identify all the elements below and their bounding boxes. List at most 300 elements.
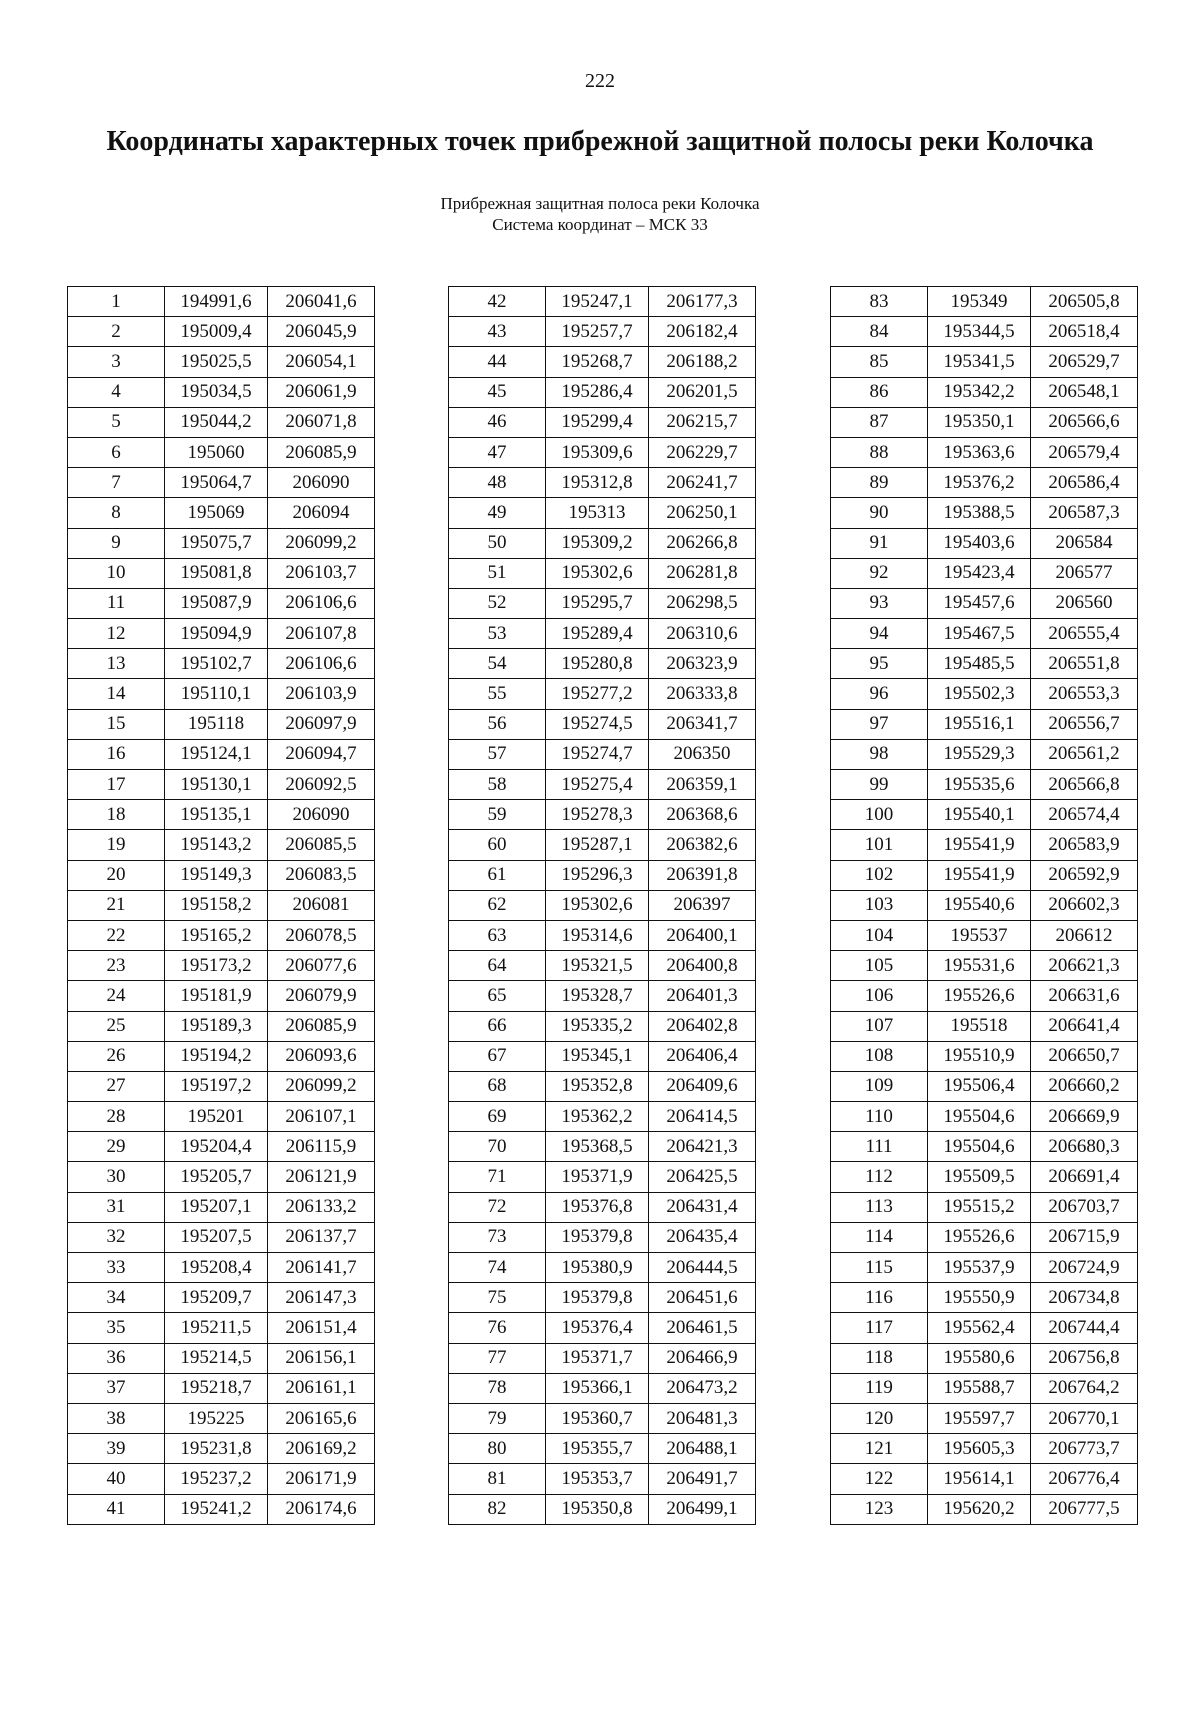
y-coordinate-cell: 206660,2 bbox=[1031, 1071, 1138, 1101]
point-number-cell: 57 bbox=[449, 739, 546, 769]
y-coordinate-cell: 206551,8 bbox=[1031, 649, 1138, 679]
table-row bbox=[831, 1253, 1138, 1283]
point-number-cell: 100 bbox=[831, 800, 928, 830]
point-number-cell: 28 bbox=[68, 1102, 165, 1132]
y-coordinate-cell: 206054,1 bbox=[268, 347, 375, 377]
table-row bbox=[68, 468, 375, 498]
point-number-cell: 71 bbox=[449, 1162, 546, 1192]
x-coordinate-cell: 195349 bbox=[928, 287, 1031, 317]
table-row bbox=[831, 830, 1138, 860]
x-coordinate-cell: 195423,4 bbox=[928, 558, 1031, 588]
y-coordinate-cell: 206090 bbox=[268, 468, 375, 498]
y-coordinate-cell: 206414,5 bbox=[649, 1102, 756, 1132]
x-coordinate-cell: 195535,6 bbox=[928, 770, 1031, 800]
y-coordinate-cell: 206085,9 bbox=[268, 437, 375, 467]
table-row bbox=[449, 1343, 756, 1373]
point-number-cell: 101 bbox=[831, 830, 928, 860]
point-number-cell: 74 bbox=[449, 1253, 546, 1283]
x-coordinate-cell: 195231,8 bbox=[165, 1434, 268, 1464]
point-number-cell: 17 bbox=[68, 770, 165, 800]
point-number-cell: 91 bbox=[831, 528, 928, 558]
y-coordinate-cell: 206435,4 bbox=[649, 1222, 756, 1252]
point-number-cell: 46 bbox=[449, 407, 546, 437]
x-coordinate-cell: 195075,7 bbox=[165, 528, 268, 558]
x-coordinate-cell: 195044,2 bbox=[165, 407, 268, 437]
x-coordinate-cell: 195376,8 bbox=[546, 1192, 649, 1222]
y-coordinate-cell: 206548,1 bbox=[1031, 377, 1138, 407]
table-row bbox=[68, 920, 375, 950]
y-coordinate-cell: 206078,5 bbox=[268, 920, 375, 950]
x-coordinate-cell: 195541,9 bbox=[928, 830, 1031, 860]
table-row bbox=[68, 860, 375, 890]
point-number-cell: 79 bbox=[449, 1403, 546, 1433]
x-coordinate-cell: 195313 bbox=[546, 498, 649, 528]
point-number-cell: 69 bbox=[449, 1102, 546, 1132]
x-coordinate-cell: 195314,6 bbox=[546, 920, 649, 950]
table-row bbox=[68, 1132, 375, 1162]
point-number-cell: 105 bbox=[831, 951, 928, 981]
table-row bbox=[449, 437, 756, 467]
y-coordinate-cell: 206444,5 bbox=[649, 1253, 756, 1283]
table-row bbox=[68, 528, 375, 558]
point-number-cell: 72 bbox=[449, 1192, 546, 1222]
point-number-cell: 109 bbox=[831, 1071, 928, 1101]
y-coordinate-cell: 206505,8 bbox=[1031, 287, 1138, 317]
point-number-cell: 99 bbox=[831, 770, 928, 800]
table-row bbox=[831, 1102, 1138, 1132]
point-number-cell: 114 bbox=[831, 1222, 928, 1252]
y-coordinate-cell: 206323,9 bbox=[649, 649, 756, 679]
y-coordinate-cell: 206045,9 bbox=[268, 317, 375, 347]
x-coordinate-cell: 195274,7 bbox=[546, 739, 649, 769]
table-row bbox=[831, 287, 1138, 317]
x-coordinate-cell: 195025,5 bbox=[165, 347, 268, 377]
x-coordinate-cell: 195537,9 bbox=[928, 1253, 1031, 1283]
point-number-cell: 84 bbox=[831, 317, 928, 347]
y-coordinate-cell: 206156,1 bbox=[268, 1343, 375, 1373]
x-coordinate-cell: 195204,4 bbox=[165, 1132, 268, 1162]
y-coordinate-cell: 206770,1 bbox=[1031, 1403, 1138, 1433]
point-number-cell: 118 bbox=[831, 1343, 928, 1373]
point-number-cell: 86 bbox=[831, 377, 928, 407]
table-row bbox=[68, 1162, 375, 1192]
y-coordinate-cell: 206266,8 bbox=[649, 528, 756, 558]
y-coordinate-cell: 206165,6 bbox=[268, 1403, 375, 1433]
y-coordinate-cell: 206079,9 bbox=[268, 981, 375, 1011]
y-coordinate-cell: 206310,6 bbox=[649, 619, 756, 649]
point-number-cell: 61 bbox=[449, 860, 546, 890]
table-row bbox=[449, 709, 756, 739]
table-row bbox=[449, 498, 756, 528]
y-coordinate-cell: 206250,1 bbox=[649, 498, 756, 528]
x-coordinate-cell: 195379,8 bbox=[546, 1283, 649, 1313]
x-coordinate-cell: 195515,2 bbox=[928, 1192, 1031, 1222]
y-coordinate-cell: 206776,4 bbox=[1031, 1464, 1138, 1494]
y-coordinate-cell: 206333,8 bbox=[649, 679, 756, 709]
table-row bbox=[68, 1102, 375, 1132]
y-coordinate-cell: 206555,4 bbox=[1031, 619, 1138, 649]
point-number-cell: 106 bbox=[831, 981, 928, 1011]
point-number-cell: 81 bbox=[449, 1464, 546, 1494]
y-coordinate-cell: 206488,1 bbox=[649, 1434, 756, 1464]
x-coordinate-cell: 195149,3 bbox=[165, 860, 268, 890]
point-number-cell: 96 bbox=[831, 679, 928, 709]
table-row bbox=[449, 800, 756, 830]
coordinates-table-3 bbox=[830, 286, 1138, 1525]
point-number-cell: 66 bbox=[449, 1011, 546, 1041]
table-row bbox=[68, 709, 375, 739]
y-coordinate-cell: 206382,6 bbox=[649, 830, 756, 860]
y-coordinate-cell: 206577 bbox=[1031, 558, 1138, 588]
table-row bbox=[449, 1011, 756, 1041]
y-coordinate-cell: 206115,9 bbox=[268, 1132, 375, 1162]
table-row bbox=[68, 317, 375, 347]
point-number-cell: 87 bbox=[831, 407, 928, 437]
table-row bbox=[831, 679, 1138, 709]
y-coordinate-cell: 206592,9 bbox=[1031, 860, 1138, 890]
x-coordinate-cell: 195277,2 bbox=[546, 679, 649, 709]
x-coordinate-cell: 195457,6 bbox=[928, 588, 1031, 618]
table-row bbox=[449, 830, 756, 860]
y-coordinate-cell: 206097,9 bbox=[268, 709, 375, 739]
point-number-cell: 92 bbox=[831, 558, 928, 588]
x-coordinate-cell: 195518 bbox=[928, 1011, 1031, 1041]
point-number-cell: 9 bbox=[68, 528, 165, 558]
point-number-cell: 30 bbox=[68, 1162, 165, 1192]
x-coordinate-cell: 195296,3 bbox=[546, 860, 649, 890]
table-row bbox=[68, 1373, 375, 1403]
x-coordinate-cell: 195287,1 bbox=[546, 830, 649, 860]
table-row bbox=[831, 1373, 1138, 1403]
y-coordinate-cell: 206106,6 bbox=[268, 649, 375, 679]
point-number-cell: 41 bbox=[68, 1494, 165, 1524]
table-row bbox=[831, 770, 1138, 800]
y-coordinate-cell: 206621,3 bbox=[1031, 951, 1138, 981]
x-coordinate-cell: 195510,9 bbox=[928, 1041, 1031, 1071]
point-number-cell: 70 bbox=[449, 1132, 546, 1162]
x-coordinate-cell: 195299,4 bbox=[546, 407, 649, 437]
x-coordinate-cell: 195614,1 bbox=[928, 1464, 1031, 1494]
x-coordinate-cell: 195403,6 bbox=[928, 528, 1031, 558]
point-number-cell: 5 bbox=[68, 407, 165, 437]
y-coordinate-cell: 206561,2 bbox=[1031, 739, 1138, 769]
x-coordinate-cell: 195342,2 bbox=[928, 377, 1031, 407]
x-coordinate-cell: 195380,9 bbox=[546, 1253, 649, 1283]
table-row bbox=[68, 890, 375, 920]
x-coordinate-cell: 195526,6 bbox=[928, 1222, 1031, 1252]
table-row bbox=[831, 709, 1138, 739]
table-row bbox=[68, 739, 375, 769]
point-number-cell: 4 bbox=[68, 377, 165, 407]
y-coordinate-cell: 206724,9 bbox=[1031, 1253, 1138, 1283]
x-coordinate-cell: 195350,8 bbox=[546, 1494, 649, 1524]
point-number-cell: 14 bbox=[68, 679, 165, 709]
x-coordinate-cell: 195194,2 bbox=[165, 1041, 268, 1071]
x-coordinate-cell: 195197,2 bbox=[165, 1071, 268, 1101]
y-coordinate-cell: 206397 bbox=[649, 890, 756, 920]
point-number-cell: 102 bbox=[831, 860, 928, 890]
table-row bbox=[449, 528, 756, 558]
table-row bbox=[831, 377, 1138, 407]
point-number-cell: 59 bbox=[449, 800, 546, 830]
x-coordinate-cell: 195165,2 bbox=[165, 920, 268, 950]
table-row bbox=[831, 317, 1138, 347]
x-coordinate-cell: 195247,1 bbox=[546, 287, 649, 317]
point-number-cell: 22 bbox=[68, 920, 165, 950]
x-coordinate-cell: 195368,5 bbox=[546, 1132, 649, 1162]
table-row bbox=[449, 1494, 756, 1524]
table-row bbox=[449, 951, 756, 981]
y-coordinate-cell: 206451,6 bbox=[649, 1283, 756, 1313]
point-number-cell: 120 bbox=[831, 1403, 928, 1433]
point-number-cell: 52 bbox=[449, 588, 546, 618]
table-row bbox=[68, 437, 375, 467]
y-coordinate-cell: 206691,4 bbox=[1031, 1162, 1138, 1192]
point-number-cell: 94 bbox=[831, 619, 928, 649]
x-coordinate-cell: 195207,1 bbox=[165, 1192, 268, 1222]
point-number-cell: 21 bbox=[68, 890, 165, 920]
y-coordinate-cell: 206094,7 bbox=[268, 739, 375, 769]
x-coordinate-cell: 195344,5 bbox=[928, 317, 1031, 347]
point-number-cell: 53 bbox=[449, 619, 546, 649]
point-number-cell: 83 bbox=[831, 287, 928, 317]
table-row bbox=[831, 1011, 1138, 1041]
x-coordinate-cell: 195506,4 bbox=[928, 1071, 1031, 1101]
x-coordinate-cell: 195376,4 bbox=[546, 1313, 649, 1343]
point-number-cell: 2 bbox=[68, 317, 165, 347]
y-coordinate-cell: 206099,2 bbox=[268, 528, 375, 558]
point-number-cell: 39 bbox=[68, 1434, 165, 1464]
y-coordinate-cell: 206744,4 bbox=[1031, 1313, 1138, 1343]
point-number-cell: 40 bbox=[68, 1464, 165, 1494]
table-row bbox=[831, 649, 1138, 679]
point-number-cell: 6 bbox=[68, 437, 165, 467]
x-coordinate-cell: 195069 bbox=[165, 498, 268, 528]
x-coordinate-cell: 195540,6 bbox=[928, 890, 1031, 920]
y-coordinate-cell: 206106,6 bbox=[268, 588, 375, 618]
x-coordinate-cell: 195588,7 bbox=[928, 1373, 1031, 1403]
point-number-cell: 11 bbox=[68, 588, 165, 618]
point-number-cell: 15 bbox=[68, 709, 165, 739]
x-coordinate-cell: 195531,6 bbox=[928, 951, 1031, 981]
y-coordinate-cell: 206529,7 bbox=[1031, 347, 1138, 377]
y-coordinate-cell: 206734,8 bbox=[1031, 1283, 1138, 1313]
table-row bbox=[831, 1434, 1138, 1464]
y-coordinate-cell: 206359,1 bbox=[649, 770, 756, 800]
y-coordinate-cell: 206090 bbox=[268, 800, 375, 830]
point-number-cell: 123 bbox=[831, 1494, 928, 1524]
table-row bbox=[449, 317, 756, 347]
y-coordinate-cell: 206081 bbox=[268, 890, 375, 920]
y-coordinate-cell: 206161,1 bbox=[268, 1373, 375, 1403]
y-coordinate-cell: 206085,9 bbox=[268, 1011, 375, 1041]
y-coordinate-cell: 206641,4 bbox=[1031, 1011, 1138, 1041]
point-number-cell: 78 bbox=[449, 1373, 546, 1403]
table-row bbox=[449, 1162, 756, 1192]
table-row bbox=[831, 739, 1138, 769]
y-coordinate-cell: 206103,7 bbox=[268, 558, 375, 588]
x-coordinate-cell: 195376,2 bbox=[928, 468, 1031, 498]
x-coordinate-cell: 195218,7 bbox=[165, 1373, 268, 1403]
table-row bbox=[831, 981, 1138, 1011]
table-row bbox=[831, 498, 1138, 528]
y-coordinate-cell: 206518,4 bbox=[1031, 317, 1138, 347]
table-row bbox=[68, 951, 375, 981]
x-coordinate-cell: 195540,1 bbox=[928, 800, 1031, 830]
y-coordinate-cell: 206177,3 bbox=[649, 287, 756, 317]
table-row bbox=[68, 1192, 375, 1222]
table-row bbox=[449, 1403, 756, 1433]
y-coordinate-cell: 206133,2 bbox=[268, 1192, 375, 1222]
y-coordinate-cell: 206566,6 bbox=[1031, 407, 1138, 437]
x-coordinate-cell: 195060 bbox=[165, 437, 268, 467]
y-coordinate-cell: 206085,5 bbox=[268, 830, 375, 860]
table-row bbox=[449, 407, 756, 437]
x-coordinate-cell: 195118 bbox=[165, 709, 268, 739]
x-coordinate-cell: 195350,1 bbox=[928, 407, 1031, 437]
x-coordinate-cell: 195355,7 bbox=[546, 1434, 649, 1464]
point-number-cell: 63 bbox=[449, 920, 546, 950]
table-row bbox=[449, 1222, 756, 1252]
table-row bbox=[831, 558, 1138, 588]
x-coordinate-cell: 195275,4 bbox=[546, 770, 649, 800]
point-number-cell: 65 bbox=[449, 981, 546, 1011]
table-row bbox=[449, 1283, 756, 1313]
x-coordinate-cell: 195289,4 bbox=[546, 619, 649, 649]
y-coordinate-cell: 206092,5 bbox=[268, 770, 375, 800]
point-number-cell: 76 bbox=[449, 1313, 546, 1343]
y-coordinate-cell: 206099,2 bbox=[268, 1071, 375, 1101]
table-row bbox=[449, 860, 756, 890]
point-number-cell: 98 bbox=[831, 739, 928, 769]
table-row bbox=[68, 1403, 375, 1433]
table-row bbox=[449, 468, 756, 498]
x-coordinate-cell: 195309,6 bbox=[546, 437, 649, 467]
point-number-cell: 68 bbox=[449, 1071, 546, 1101]
table-row bbox=[449, 981, 756, 1011]
y-coordinate-cell: 206107,1 bbox=[268, 1102, 375, 1132]
table-row bbox=[831, 407, 1138, 437]
table-row bbox=[449, 1313, 756, 1343]
table-row bbox=[68, 1464, 375, 1494]
y-coordinate-cell: 206174,6 bbox=[268, 1494, 375, 1524]
point-number-cell: 122 bbox=[831, 1464, 928, 1494]
table-row bbox=[831, 347, 1138, 377]
subtitle-line-2: Система координат – МСК 33 bbox=[492, 215, 708, 234]
x-coordinate-cell: 195214,5 bbox=[165, 1343, 268, 1373]
x-coordinate-cell: 195550,9 bbox=[928, 1283, 1031, 1313]
point-number-cell: 117 bbox=[831, 1313, 928, 1343]
x-coordinate-cell: 195502,3 bbox=[928, 679, 1031, 709]
table-row bbox=[831, 1343, 1138, 1373]
x-coordinate-cell: 195286,4 bbox=[546, 377, 649, 407]
table-row bbox=[831, 920, 1138, 950]
point-number-cell: 47 bbox=[449, 437, 546, 467]
point-number-cell: 62 bbox=[449, 890, 546, 920]
x-coordinate-cell: 195257,7 bbox=[546, 317, 649, 347]
x-coordinate-cell: 195620,2 bbox=[928, 1494, 1031, 1524]
table-row bbox=[831, 1132, 1138, 1162]
point-number-cell: 38 bbox=[68, 1403, 165, 1433]
y-coordinate-cell: 206425,5 bbox=[649, 1162, 756, 1192]
x-coordinate-cell: 195302,6 bbox=[546, 558, 649, 588]
page-number: 222 bbox=[585, 70, 615, 92]
table-row bbox=[449, 920, 756, 950]
table-row bbox=[449, 588, 756, 618]
table-row bbox=[68, 558, 375, 588]
point-number-cell: 80 bbox=[449, 1434, 546, 1464]
y-coordinate-cell: 206402,8 bbox=[649, 1011, 756, 1041]
point-number-cell: 13 bbox=[68, 649, 165, 679]
x-coordinate-cell: 195312,8 bbox=[546, 468, 649, 498]
point-number-cell: 16 bbox=[68, 739, 165, 769]
table-row bbox=[449, 1041, 756, 1071]
point-number-cell: 112 bbox=[831, 1162, 928, 1192]
table-row bbox=[68, 1313, 375, 1343]
y-coordinate-cell: 206083,5 bbox=[268, 860, 375, 890]
x-coordinate-cell: 195124,1 bbox=[165, 739, 268, 769]
table-row bbox=[68, 800, 375, 830]
table-row bbox=[68, 1253, 375, 1283]
y-coordinate-cell: 206715,9 bbox=[1031, 1222, 1138, 1252]
point-number-cell: 48 bbox=[449, 468, 546, 498]
table-row bbox=[831, 1071, 1138, 1101]
x-coordinate-cell: 195237,2 bbox=[165, 1464, 268, 1494]
point-number-cell: 19 bbox=[68, 830, 165, 860]
y-coordinate-cell: 206556,7 bbox=[1031, 709, 1138, 739]
y-coordinate-cell: 206041,6 bbox=[268, 287, 375, 317]
table-row bbox=[831, 800, 1138, 830]
table-row bbox=[449, 1464, 756, 1494]
x-coordinate-cell: 195321,5 bbox=[546, 951, 649, 981]
y-coordinate-cell: 206703,7 bbox=[1031, 1192, 1138, 1222]
table-row bbox=[831, 1162, 1138, 1192]
y-coordinate-cell: 206574,4 bbox=[1031, 800, 1138, 830]
table-row bbox=[831, 1464, 1138, 1494]
table-row bbox=[831, 890, 1138, 920]
point-number-cell: 23 bbox=[68, 951, 165, 981]
table-row bbox=[449, 1132, 756, 1162]
table-row bbox=[831, 437, 1138, 467]
point-number-cell: 55 bbox=[449, 679, 546, 709]
x-coordinate-cell: 195366,1 bbox=[546, 1373, 649, 1403]
y-coordinate-cell: 206680,3 bbox=[1031, 1132, 1138, 1162]
point-number-cell: 64 bbox=[449, 951, 546, 981]
table-row bbox=[831, 1192, 1138, 1222]
x-coordinate-cell: 195081,8 bbox=[165, 558, 268, 588]
table-row bbox=[449, 770, 756, 800]
point-number-cell: 35 bbox=[68, 1313, 165, 1343]
table-row bbox=[831, 1494, 1138, 1524]
table-row bbox=[68, 287, 375, 317]
table-row bbox=[68, 377, 375, 407]
x-coordinate-cell: 195280,8 bbox=[546, 649, 649, 679]
y-coordinate-cell: 206612 bbox=[1031, 920, 1138, 950]
table-row bbox=[831, 468, 1138, 498]
table-row bbox=[449, 1192, 756, 1222]
y-coordinate-cell: 206341,7 bbox=[649, 709, 756, 739]
y-coordinate-cell: 206281,8 bbox=[649, 558, 756, 588]
x-coordinate-cell: 195130,1 bbox=[165, 770, 268, 800]
x-coordinate-cell: 195379,8 bbox=[546, 1222, 649, 1252]
x-coordinate-cell: 195087,9 bbox=[165, 588, 268, 618]
table-row bbox=[449, 1434, 756, 1464]
point-number-cell: 54 bbox=[449, 649, 546, 679]
table-row bbox=[68, 1071, 375, 1101]
point-number-cell: 12 bbox=[68, 619, 165, 649]
point-number-cell: 25 bbox=[68, 1011, 165, 1041]
y-coordinate-cell: 206400,1 bbox=[649, 920, 756, 950]
